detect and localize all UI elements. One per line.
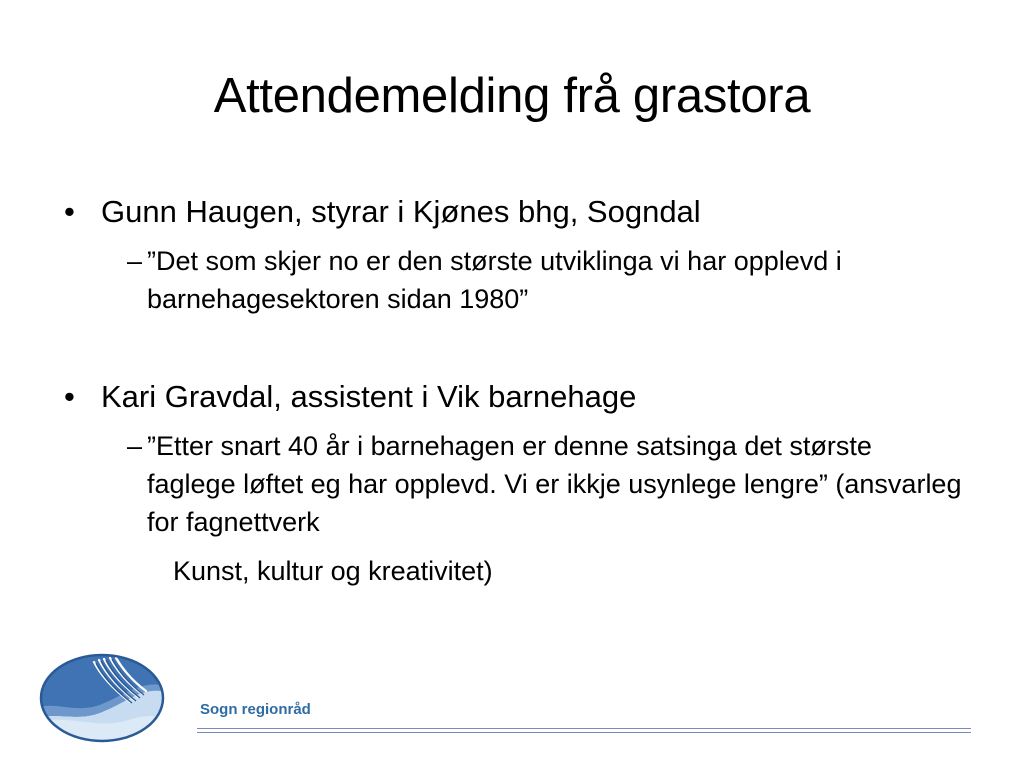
bullet-icon: • bbox=[64, 379, 75, 414]
footer-divider bbox=[197, 732, 971, 733]
bullet-text: Gunn Haugen, styrar i Kjønes bhg, Sogndal bbox=[101, 194, 701, 229]
bullet-item-2 bbox=[64, 375, 964, 419]
slide-title: Attendemelding frå grastora bbox=[213, 69, 811, 123]
sub-item-1 bbox=[127, 242, 964, 318]
org-name: Sogn regionråd bbox=[200, 701, 311, 718]
quote-text: ”Etter snart 40 år i barnehagen er denne satsinga det største faglege løftet eg har opplevd. Vi er ikkje usynlege lengre” (ansvarleg for fagnettverk bbox=[147, 431, 962, 537]
sogn-regionrad-logo-icon bbox=[38, 652, 166, 744]
continuation-text: Kunst, kultur og kreativitet) bbox=[173, 556, 493, 586]
bullet-text: Kari Gravdal, assistent i Vik barnehage bbox=[101, 379, 637, 414]
bullet-icon: • bbox=[64, 194, 75, 229]
bullet-item-1 bbox=[64, 190, 964, 234]
dash-icon: – bbox=[127, 246, 143, 276]
quote-text: ”Det som skjer no er den største utviklinga vi har opplevd i barnehagesektoren sidan 1980” bbox=[147, 246, 842, 314]
slide-body bbox=[64, 190, 964, 590]
footer-divider bbox=[197, 728, 971, 729]
dash-icon: – bbox=[127, 431, 143, 461]
sub-item-2 bbox=[127, 427, 964, 541]
